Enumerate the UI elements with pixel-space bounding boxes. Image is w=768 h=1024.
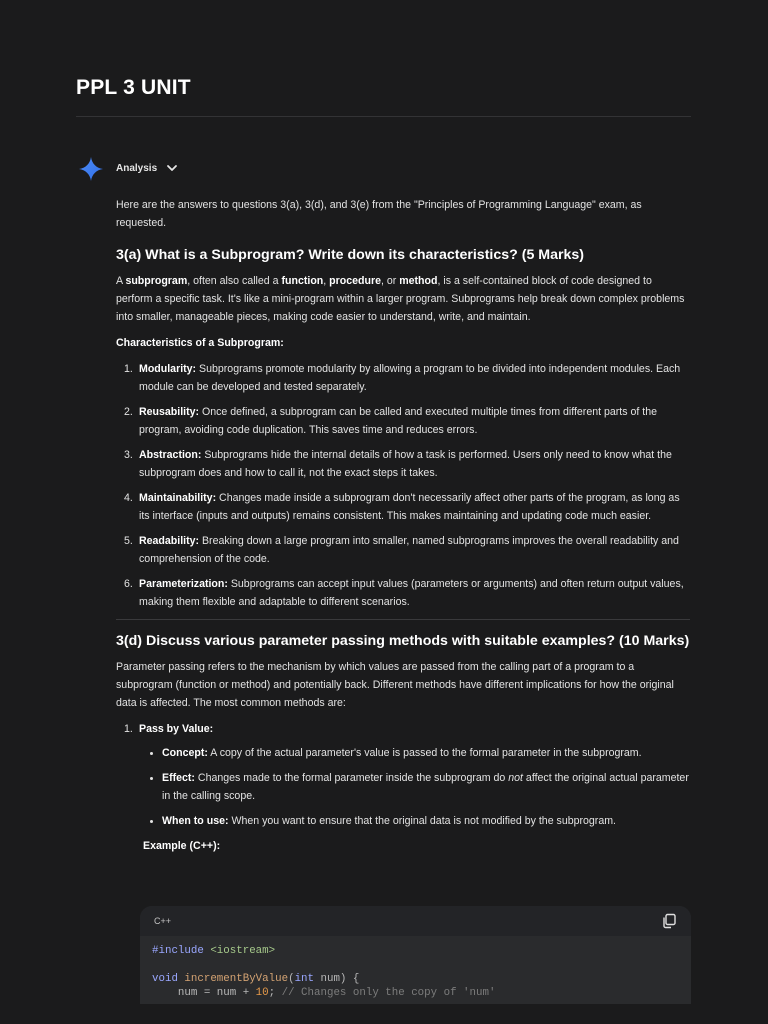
q3d-heading: 3(d) Discuss various parameter passing methods with suitable examples? (10 Marks) [116, 633, 690, 649]
q3a-paragraph: A subprogram, often also called a function, procedure, or method, is a self-contained block of code designed to perform a specific task. It's like a mini-program within a larger program. Subprograms help break down complex problems into smaller, manageable pieces, making code easier to understand, write, and maintain. [116, 275, 685, 323]
list-item: 6. Parameterization: Subprograms can accept input values (parameters or arguments) and often return output values, making them flexible and adaptable to different scenarios. [124, 578, 684, 608]
response-content [116, 196, 690, 867]
characteristics-heading: Characteristics of a Subprogram: [116, 337, 284, 349]
gemini-sparkle-icon [79, 157, 103, 181]
q3a-heading: 3(a) What is a Subprogram? Write down its characteristics? (5 Marks) [116, 247, 585, 263]
analysis-label: Analysis [116, 162, 158, 174]
list-item: When to use: When you want to ensure that the original data is not modified by the subprogram. [162, 812, 690, 830]
method-bullets [116, 744, 690, 830]
code-block [140, 906, 691, 1004]
copy-icon[interactable] [661, 913, 677, 929]
list-item: Concept: A copy of the actual parameter's value is passed to the formal parameter in the subprogram. [162, 744, 690, 762]
chevron-down-icon [165, 161, 179, 175]
intro-paragraph: Here are the answers to questions 3(a), 3(d), and 3(e) from the "Principles of Programming Language" exam, as requested. [116, 199, 642, 229]
list-item: 3. Abstraction: Subprograms hide the internal details of how a task is performed. Users only need to know what the subprogram does and how to call it, not the exact steps it takes. [124, 449, 672, 479]
code-language-label: C++ [154, 916, 172, 926]
example-label: Example (C++): [143, 840, 221, 852]
q3d-paragraph: Parameter passing refers to the mechanism by which values are passed from the calling part of a program to a subprogram (function or method) and potentially back. Different methods have different implications for how the original data is affected. The most common methods are: [116, 661, 674, 709]
list-item: 4. Maintainability: Changes made inside a subprogram don't necessarily affect other parts of the program, as long as its interface (inputs and outputs) remains consistent. This makes maintaining and updating code much easier. [124, 492, 680, 522]
page-title: PPL 3 UNIT [76, 76, 191, 99]
method-title: 1. Pass by Value: [124, 723, 214, 735]
code-body: #include <iostream> void incrementByValue(int num) { num = num + 10; // Changes only the copy of 'num' [152, 945, 496, 999]
section-divider [116, 619, 690, 620]
list-item: 5. Readability: Breaking down a large program into smaller, named subprograms improves the overall readability and comprehension of the code. [124, 535, 679, 565]
analysis-toggle[interactable] [116, 161, 179, 175]
code-header [140, 906, 691, 936]
title-divider [76, 116, 691, 117]
list-item: 1. Modularity: Subprograms promote modularity by allowing a program to be divided into independent modules. Each module can be developed and tested separately. [124, 363, 681, 393]
characteristics-list [116, 360, 690, 611]
list-item: Effect: Changes made to the formal parameter inside the subprogram do not affect the original actual parameter in the calling scope. [162, 769, 690, 805]
list-item: 2. Reusability: Once defined, a subprogram can be called and executed multiple times from different parts of the program, avoiding code duplication. This saves time and reduces errors. [124, 406, 657, 436]
